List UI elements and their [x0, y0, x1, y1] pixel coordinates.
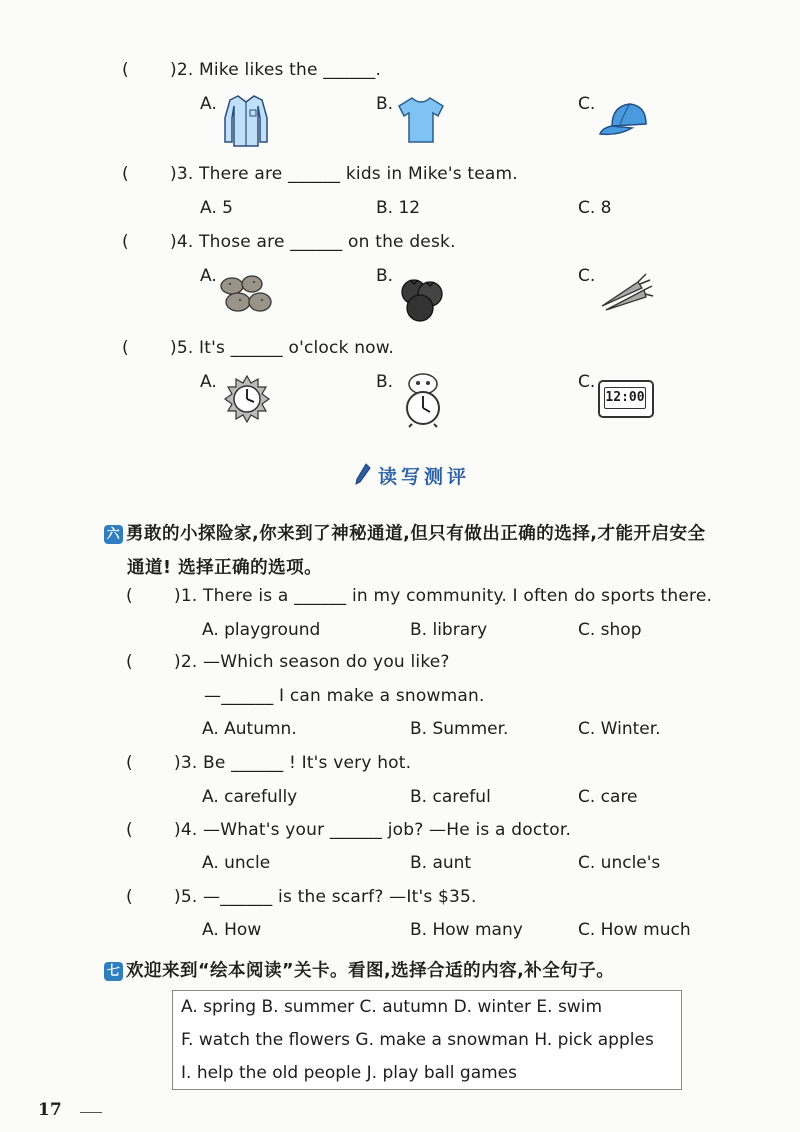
- option-label: A.: [200, 372, 217, 392]
- section7-instruction: [104, 957, 614, 982]
- question-text: )4. —What's your ______ job? —He is a doctor.: [174, 820, 572, 840]
- question-text: )1. There is a ______ in my community. I often do sports there.: [174, 586, 713, 606]
- option-label: C.: [578, 94, 596, 114]
- option-a: A. uncle: [202, 853, 271, 873]
- tomatoes-icon: [396, 272, 448, 328]
- option-label: B.: [376, 94, 394, 114]
- answer-paren[interactable]: (: [126, 820, 133, 840]
- option-b: B. careful: [410, 787, 491, 807]
- word-bank-box: [172, 990, 682, 1090]
- option-label: C.: [578, 372, 596, 392]
- shirt-icon: [222, 92, 270, 152]
- option-a: A. carefully: [202, 787, 298, 807]
- option-label: B.: [376, 266, 394, 286]
- page-number: 17: [38, 1100, 62, 1120]
- page-number-dash: [80, 1112, 102, 1113]
- answer-paren[interactable]: (: [122, 60, 129, 80]
- digital-clock-display: 12:00: [604, 387, 646, 409]
- answer-paren[interactable]: (: [126, 586, 133, 606]
- answer-paren[interactable]: (: [122, 232, 129, 252]
- answer-paren[interactable]: (: [126, 753, 133, 773]
- word-bank-line: F. watch the flowers G. make a snowman H. pick apples: [181, 1030, 654, 1050]
- question-text: )4. Those are ______ on the desk.: [170, 232, 456, 252]
- option-c: C. care: [578, 787, 638, 807]
- option-c: C. How much: [578, 920, 691, 940]
- option-a: A. Autumn.: [202, 719, 297, 739]
- option-b: B. Summer.: [410, 719, 509, 739]
- t-shirt-icon: [396, 94, 446, 150]
- section6-badge: 六: [104, 525, 123, 544]
- answer-paren[interactable]: (: [126, 652, 133, 672]
- option-c: C. uncle's: [578, 853, 661, 873]
- pencil-icon: [354, 462, 372, 490]
- option-label: B.: [376, 372, 394, 392]
- section6-instruction: [104, 520, 705, 545]
- question-text: )5. —______ is the scarf? —It's $35.: [174, 887, 477, 907]
- question-text: )2. —Which season do you like?: [174, 652, 450, 672]
- section7-badge: 七: [104, 962, 123, 981]
- option-c: C. Winter.: [578, 719, 661, 739]
- potatoes-icon: [218, 272, 274, 320]
- instruction-line2: 通道! 选择正确的选项。: [127, 558, 323, 578]
- option-c: C. shop: [578, 620, 642, 640]
- question-text: )3. Be ______ ! It's very hot.: [174, 753, 412, 773]
- option-label: C. 8: [578, 198, 612, 218]
- section7-instruction-text: 欢迎来到“绘本阅读”关卡。看图,选择合适的内容,补全句子。: [126, 961, 615, 981]
- instruction-line1: 勇敢的小探险家,你来到了神秘通道,但只有做出正确的选择,才能开启安全: [126, 524, 706, 544]
- digital-clock-icon: [598, 380, 654, 418]
- option-a: A. How: [202, 920, 262, 940]
- option-label: A. 5: [200, 198, 233, 218]
- option-a: A. playground: [202, 620, 321, 640]
- option-label: C.: [578, 266, 596, 286]
- answer-paren[interactable]: (: [126, 887, 133, 907]
- option-label: B. 12: [376, 198, 421, 218]
- option-b: B. How many: [410, 920, 523, 940]
- option-label: A.: [200, 94, 217, 114]
- answer-paren[interactable]: (: [122, 338, 129, 358]
- word-bank-line: I. help the old people J. play ball games: [181, 1063, 517, 1083]
- question-text: )2. Mike likes the ______.: [170, 60, 382, 80]
- option-b: B. library: [410, 620, 488, 640]
- cap-icon: [598, 100, 650, 142]
- question-text-2: —______ I can make a snowman.: [204, 686, 485, 706]
- question-text: )3. There are ______ kids in Mike's team.: [170, 164, 518, 184]
- word-bank-line: A. spring B. summer C. autumn D. winter E. swim: [181, 997, 602, 1017]
- option-b: B. aunt: [410, 853, 472, 873]
- answer-paren[interactable]: (: [122, 164, 129, 184]
- section-title: 读写测评: [378, 466, 471, 488]
- alarm-clock-icon: [400, 372, 446, 432]
- carrots-icon: [598, 272, 654, 316]
- option-label: A.: [200, 266, 217, 286]
- sun-clock-icon: [222, 374, 272, 428]
- question-text: )5. It's ______ o'clock now.: [170, 338, 394, 358]
